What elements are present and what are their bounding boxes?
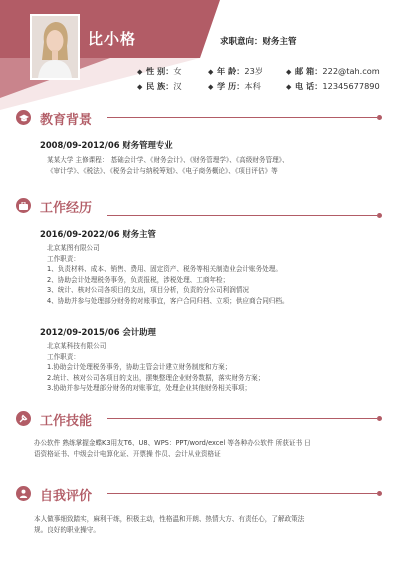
section-divider-dot [377, 115, 382, 120]
info-age: ◆ 年 龄：23岁 [208, 66, 264, 76]
section-divider [107, 117, 377, 118]
self-evaluation-details: 本人做事细致踏实，麻利干练，积极主动，性格温和开朗、热情大方、有责任心，了解政策法 规。良好的职业操守。 [34, 515, 305, 534]
job-heading: 2012/09-2015/06 会计助理 [40, 327, 156, 337]
diamond-icon: ◆ [137, 83, 143, 91]
education-entry-title: 2008/09-2012/06 财务管理专业 [40, 140, 173, 150]
objective-label: 求职意向： [220, 37, 263, 47]
profile-photo [30, 14, 80, 80]
job-details: 北京某科技有限公司 工作职责： 1.协助会计处理税务事务，协助主管会计建立财务制度和方案； 2.统计、核对公司各项目的支出，摆集整理企业财务数据，落实财务方案； 3.协助并参与处理部分财务的对账事宜，处理企业其他财务相关事项； [47, 342, 265, 392]
section-title-skills: 工作技能 [40, 414, 93, 429]
section-divider [107, 493, 377, 494]
section-title-experience: 工作经历 [40, 201, 93, 216]
tools-icon [16, 411, 31, 426]
diamond-icon: ◆ [137, 68, 143, 76]
section-divider-dot [377, 416, 382, 421]
diamond-icon: ◆ [286, 68, 292, 76]
skills-details: 办公软件 熟练掌握金蝶K3用友T6、U8、WPS：PPT/word/excel 等各种办公软件 所获证书 日 语资格证书、中级会计电算化证、开票操 作员、会计从业资格证 [34, 439, 311, 458]
info-phone: ◆ 电 话：12345677890 [286, 81, 380, 91]
briefcase-icon [16, 198, 31, 213]
diamond-icon: ◆ [208, 68, 214, 76]
diamond-icon: ◆ [208, 83, 214, 91]
candidate-name: 比小格 [88, 30, 137, 48]
section-divider [107, 215, 377, 216]
objective-value: 财务主管 [262, 37, 297, 47]
diamond-icon: ◆ [286, 83, 292, 91]
info-ethnicity: ◆ 民 族：汉 [137, 81, 182, 91]
user-icon [16, 486, 31, 501]
section-title-self-evaluation: 自我评价 [40, 489, 93, 504]
section-divider-dot [377, 491, 382, 496]
section-divider-dot [377, 213, 382, 218]
job-heading: 2016/09-2022/06 财务主管 [40, 229, 156, 239]
info-gender: ◆ 性 别：女 [137, 66, 182, 76]
info-education-level: ◆ 学 历：本科 [208, 81, 261, 91]
info-email: ◆ 邮 箱：222@tah.com [286, 66, 380, 76]
job-objective [220, 35, 297, 47]
education-details: 某某大学 主修课程： 基础会计学、《财务会计》、《财务管理学》、《高级财务管理》、 《审计学》、《税法》、《税务会计与纳税筹划》、《电子商务概论》、《项目评估》等 [47, 156, 289, 175]
section-divider [107, 418, 377, 419]
job-details: 北京某图有限公司 工作职责： 1、负责材料、成本、销售、费用、固定资产、税务等相关制造业会计账务处理。 2、协助会计处理税务事务，负责报税，涉税处理、工商年检； 3、统计、核对公司各项目的支出，项目分析，负责的分公司利润情况 4、协助并参与处理部分财务的对账事宜，客户合同归档、立项；供应商合同归档。 [47, 244, 289, 305]
graduation-cap-icon [16, 110, 31, 125]
section-title-education: 教育背景 [40, 113, 93, 128]
